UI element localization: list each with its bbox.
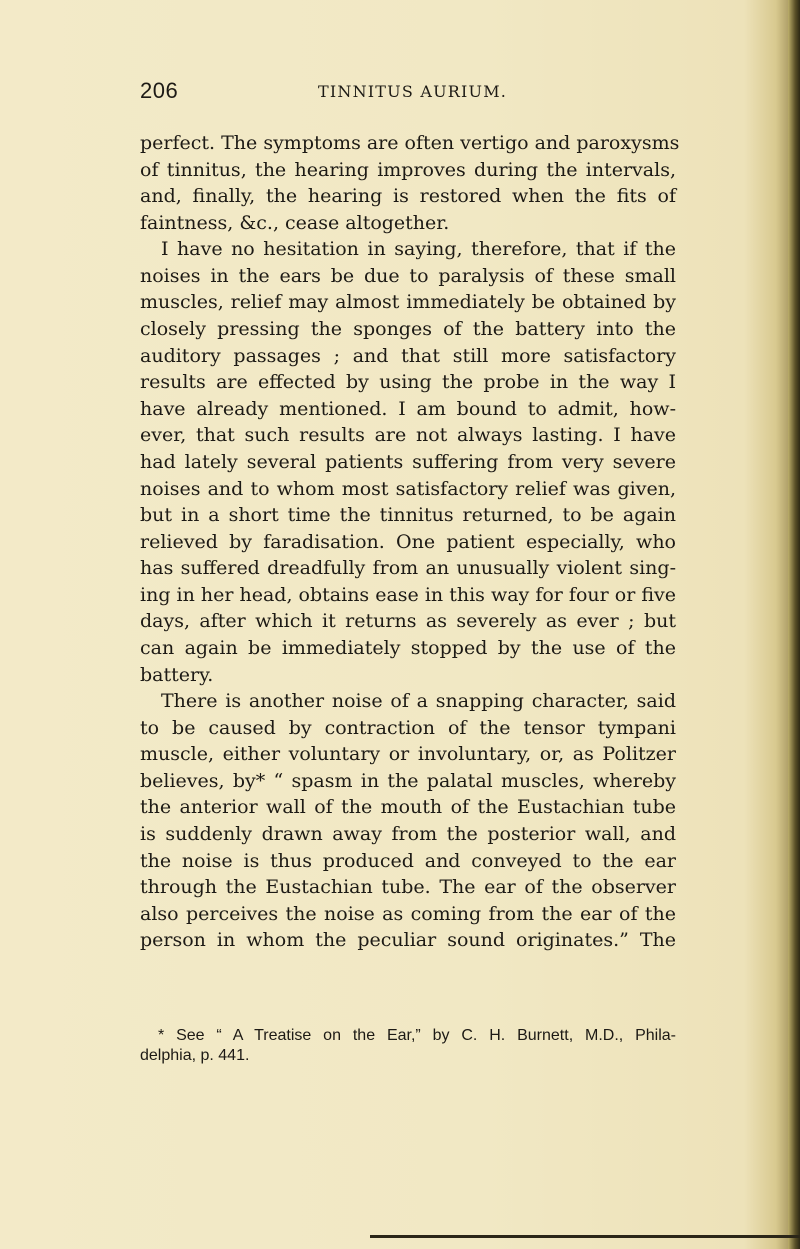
text-line: also perceives the noise as coming from the ear of the bbox=[140, 902, 676, 925]
text-line: There is another noise of a snapping character, said bbox=[161, 690, 676, 713]
text-line: closely pressing the sponges of the battery into the bbox=[140, 318, 676, 341]
text-line: to be caused by contraction of the tensor tympani bbox=[140, 716, 676, 739]
running-head: TINNITUS AURIUM. bbox=[318, 82, 508, 101]
footnote-line: * See “ A Treatise on the Ear,” by C. H. Burnett, M.D., Phila- bbox=[158, 1027, 676, 1044]
text-line: days, after which it returns as severely as ever ; but bbox=[140, 610, 676, 633]
text-line: noises in the ears be due to paralysis of these small bbox=[140, 264, 676, 287]
text-line: noises and to whom most satisfactory relief was given, bbox=[140, 477, 676, 500]
text-line: the noise is thus produced and conveyed to the ear bbox=[140, 849, 676, 872]
text-line: muscles, relief may almost immediately be obtained by bbox=[140, 291, 676, 314]
footnote-line: delphia, p. 441. bbox=[140, 1047, 250, 1064]
text-line: person in whom the peculiar sound originates.” The bbox=[140, 929, 676, 952]
page-edge-shadow bbox=[788, 0, 800, 1249]
footnote bbox=[140, 1026, 676, 1066]
text-line: battery. bbox=[140, 663, 214, 686]
body-text bbox=[140, 130, 680, 954]
text-line: believes, by* “ spasm in the palatal muscles, whereby bbox=[140, 769, 676, 792]
text-line: the anterior wall of the mouth of the Eustachian tube bbox=[140, 796, 676, 819]
text-line: muscle, either voluntary or involuntary, or, as Politzer bbox=[140, 743, 676, 766]
text-line: faintness, &c., cease altogether. bbox=[140, 211, 450, 234]
text-line: ever, that such results are not always lasting. I have bbox=[140, 424, 676, 447]
text-line: perfect. The symptoms are often vertigo and paroxysms bbox=[140, 132, 680, 154]
text-line: of tinnitus, the hearing improves during the intervals, bbox=[140, 158, 676, 181]
text-line: had lately several patients suffering from very severe bbox=[140, 450, 676, 473]
text-line: results are effected by using the probe in the way I bbox=[140, 371, 676, 394]
text-line: through the Eustachian tube. The ear of the observer bbox=[140, 876, 676, 899]
page-number: 206 bbox=[140, 78, 179, 103]
bottom-rule bbox=[370, 1235, 800, 1238]
text-line: have already mentioned. I am bound to admit, how- bbox=[140, 397, 676, 420]
page-header bbox=[140, 78, 680, 108]
text-line: relieved by faradisation. One patient especially, who bbox=[140, 530, 676, 553]
text-line: has suffered dreadfully from an unusually violent sing- bbox=[140, 557, 676, 580]
text-line: ing in her head, obtains ease in this way for four or five bbox=[140, 583, 676, 606]
text-line: but in a short time the tinnitus returned, to be again bbox=[140, 504, 676, 527]
text-line: I have no hesitation in saying, therefore, that if the bbox=[161, 238, 676, 261]
text-line: can again be immediately stopped by the use of the bbox=[140, 636, 676, 659]
text-line: is suddenly drawn away from the posterior wall, and bbox=[140, 823, 676, 846]
text-line: auditory passages ; and that still more satisfactory bbox=[140, 344, 676, 367]
text-line: and, finally, the hearing is restored when the fits of bbox=[140, 185, 676, 208]
